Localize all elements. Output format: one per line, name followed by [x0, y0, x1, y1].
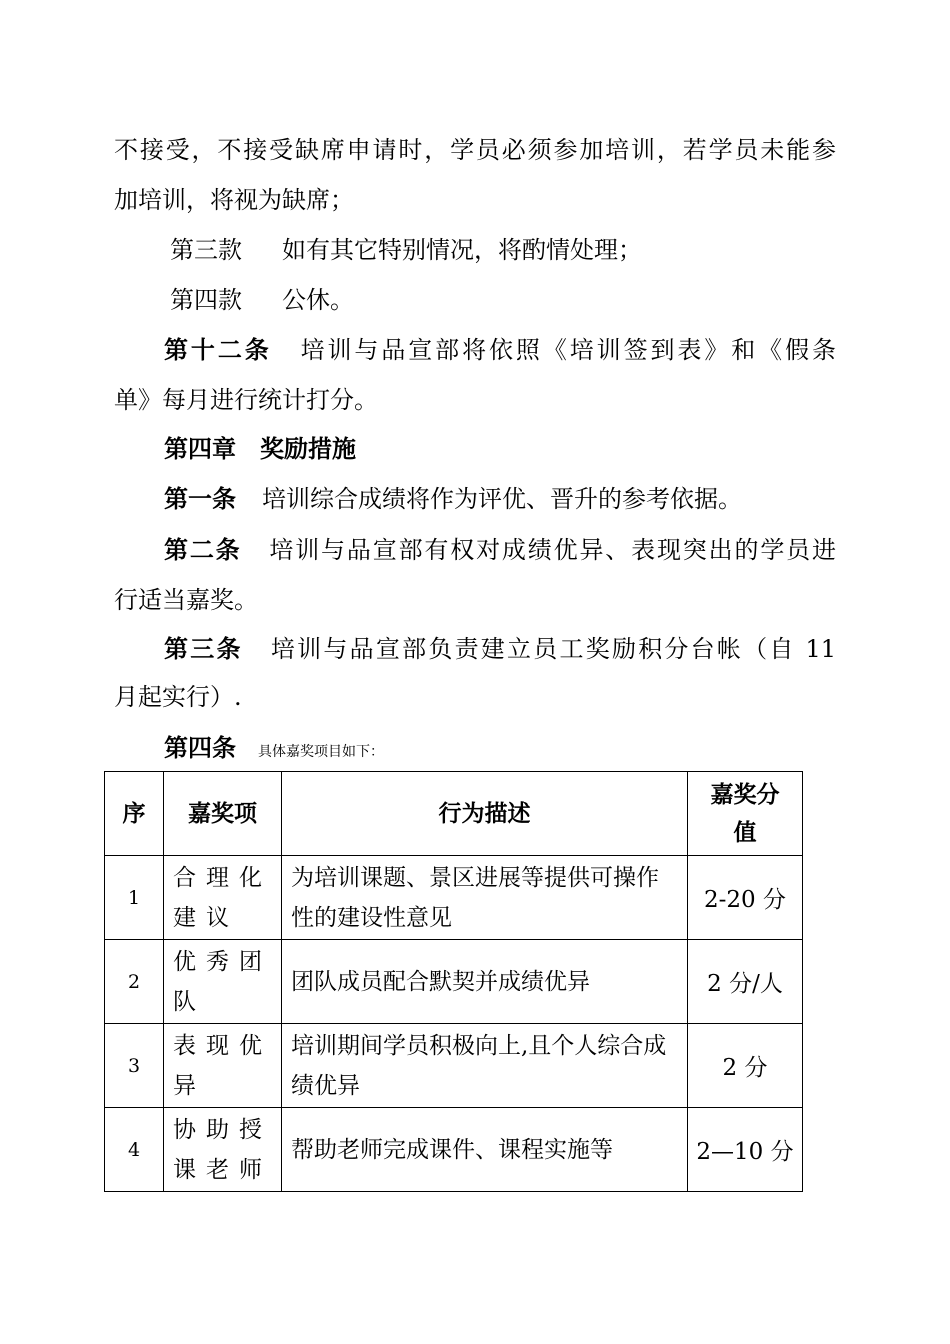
row-index: 3	[105, 1024, 164, 1108]
row-item: 表现优异	[164, 1024, 282, 1108]
clause-label: 第三款	[170, 236, 242, 264]
table-row	[105, 1108, 803, 1192]
clause-label: 第四款	[170, 286, 242, 314]
row-index: 1	[105, 856, 164, 940]
row-index: 4	[105, 1108, 164, 1192]
paragraph-line: 行适当嘉奖。	[114, 586, 258, 614]
paragraph-line: 加培训，将视为缺席；	[114, 186, 354, 214]
article-line	[164, 333, 836, 367]
paragraph-line: 不接受，不接受缺席申请时，学员必须参加培训，若学员未能参	[114, 136, 836, 164]
article-text: 培训与品宣部将依照《培训签到表》和《假条	[297, 336, 837, 364]
row-item: 合理化建议	[164, 856, 282, 940]
award-table	[104, 771, 803, 1192]
clause-line	[170, 283, 354, 317]
article-line	[164, 731, 384, 769]
row-description: 帮助老师完成课件、课程实施等	[282, 1108, 688, 1192]
clause-text: 如有其它特别情况，将酌情处理；	[282, 236, 642, 264]
row-score: 2-20 分	[688, 856, 803, 940]
header-score: 嘉奖分值	[688, 772, 803, 856]
article-text: 具体嘉奖项目如下：	[258, 744, 384, 760]
article-line	[164, 632, 836, 666]
table-row	[105, 1024, 803, 1108]
article-line	[164, 482, 742, 516]
table-row	[105, 940, 803, 1024]
row-item: 协助授课老师	[164, 1108, 282, 1192]
row-item: 优秀团队	[164, 940, 282, 1024]
header-index: 序	[105, 772, 164, 856]
row-score: 2 分/人	[688, 940, 803, 1024]
article-text: 培训与品宣部负责建立员工奖励积分台帐（自 11	[268, 635, 836, 663]
paragraph-line: 月起实行）.	[114, 683, 242, 711]
article-text: 培训综合成绩将作为评优、晋升的参考依据。	[262, 485, 742, 513]
chapter-title: 第四章 奖励措施	[164, 435, 356, 463]
header-description: 行为描述	[282, 772, 688, 856]
article-line	[164, 533, 836, 567]
row-score: 2 分	[688, 1024, 803, 1108]
header-item: 嘉奖项	[164, 772, 282, 856]
row-description: 为培训课题、景区进展等提供可操作性的建设性意见	[282, 856, 688, 940]
article-label: 第一条	[164, 485, 236, 513]
table-header-row	[105, 772, 803, 856]
table-row	[105, 856, 803, 940]
row-description: 团队成员配合默契并成绩优异	[282, 940, 688, 1024]
article-text: 培训与品宣部有权对成绩优异、表现突出的学员进	[267, 536, 837, 564]
row-index: 2	[105, 940, 164, 1024]
article-label: 第三条	[164, 635, 243, 663]
row-description: 培训期间学员积极向上,且个人综合成绩优异	[282, 1024, 688, 1108]
clause-line	[170, 233, 642, 267]
clause-text: 公休。	[282, 286, 354, 314]
article-label: 第十二条	[164, 336, 272, 364]
row-score: 2—10 分	[688, 1108, 803, 1192]
paragraph-line: 单》每月进行统计打分。	[114, 386, 378, 414]
article-label: 第四条	[164, 734, 236, 762]
article-label: 第二条	[164, 536, 242, 564]
